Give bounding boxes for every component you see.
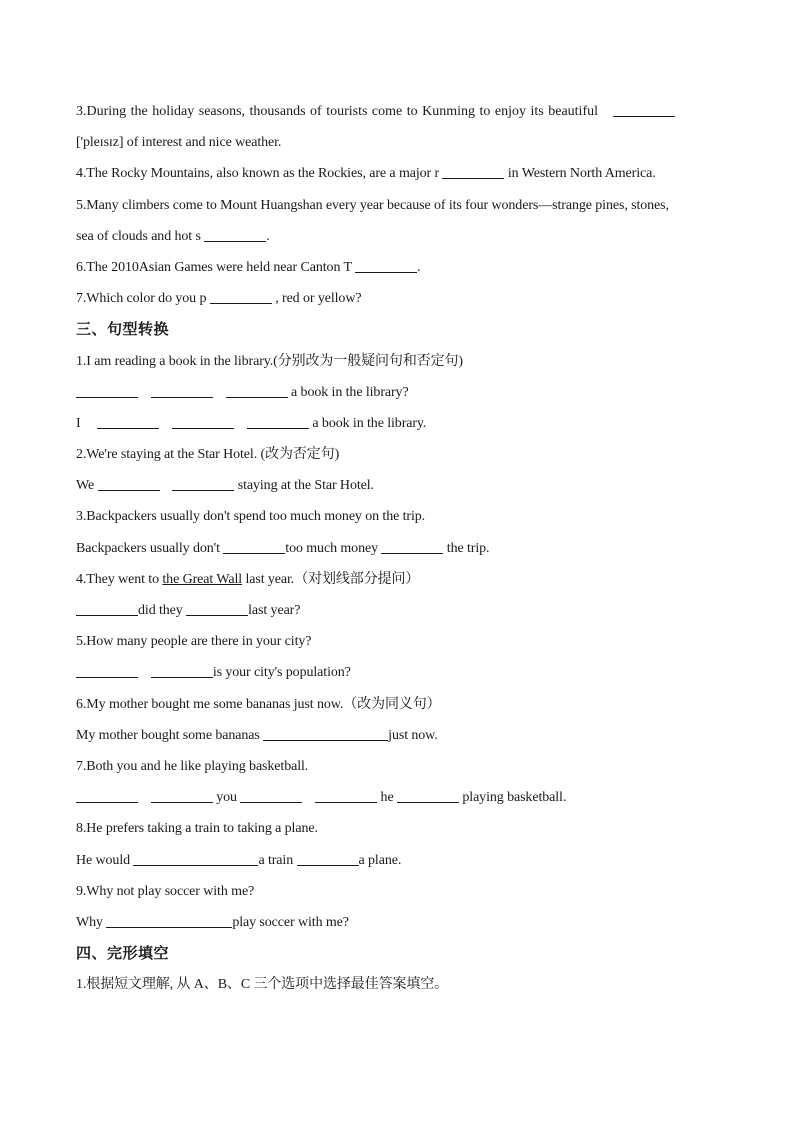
- sentence-6-answer: [76, 720, 716, 751]
- section-4-heading: 四、完形填空: [76, 944, 170, 963]
- answer-blank[interactable]: [397, 788, 459, 803]
- sentence-4-text-end: last year.（对划线部分提问）: [245, 571, 420, 587]
- sentence-3: [76, 501, 716, 532]
- answer-blank[interactable]: [247, 414, 309, 429]
- sentence-4-text: 4.They went to: [76, 571, 159, 587]
- sentence-3-answer-end: the trip.: [446, 540, 490, 556]
- underlined-phrase: the Great Wall: [162, 571, 243, 587]
- answer-blank[interactable]: [151, 663, 213, 678]
- worksheet-page: [76, 96, 716, 1000]
- answer-blank[interactable]: [240, 788, 302, 803]
- answer-blank[interactable]: [76, 663, 138, 678]
- sentence-5-text: 5.How many people are there in your city?: [76, 634, 312, 650]
- sentence-7-answer-end: playing basketball.: [462, 790, 567, 806]
- question-7: [76, 283, 716, 314]
- answer-blank[interactable]: [151, 383, 213, 398]
- sentence-2-answer-start: We: [76, 478, 95, 494]
- question-4-text-end: in Western North America.: [507, 166, 656, 182]
- answer-blank[interactable]: [315, 788, 377, 803]
- sentence-1-answer-b: [76, 408, 716, 439]
- question-4-text: 4.The Rocky Mountains, also known as the Rockies, are a major r: [76, 166, 440, 182]
- sentence-7-word-you: you: [216, 790, 237, 806]
- answer-blank[interactable]: [204, 227, 266, 242]
- sentence-8-answer-start: He would: [76, 852, 131, 868]
- answer-blank[interactable]: [98, 476, 160, 491]
- question-7-text: 7.Which color do you p: [76, 291, 207, 307]
- question-5-line-2: [76, 221, 716, 252]
- sentence-4-answer-mid: did they: [138, 603, 183, 618]
- sentence-5-answer: [76, 657, 716, 688]
- question-3-text-cont: ['pleɪsɪz] of interest and nice weather.: [76, 135, 282, 151]
- question-7-text-end: , red or yellow?: [275, 291, 362, 307]
- answer-blank[interactable]: [172, 414, 234, 429]
- sentence-1-answer-a: [76, 377, 716, 408]
- sentence-1-text: 1.I am reading a book in the library.(分别改为一般疑问句和否定句): [76, 353, 463, 369]
- sentence-9-text: 9.Why not play soccer with me?: [76, 883, 255, 899]
- sentence-8: [76, 813, 716, 844]
- answer-blank[interactable]: [263, 726, 388, 741]
- question-4: [76, 158, 716, 189]
- question-5-text-cont: sea of clouds and hot s: [76, 228, 201, 244]
- sentence-7: [76, 751, 716, 782]
- answer-blank[interactable]: [226, 383, 288, 398]
- answer-blank[interactable]: [151, 788, 213, 803]
- sentence-9-answer-start: Why: [76, 914, 103, 930]
- question-5-text: 5.Many climbers come to Mount Huangshan every year because of its four wonders—strange pines, stones,: [76, 197, 669, 213]
- answer-blank[interactable]: [76, 788, 138, 803]
- sentence-9: [76, 876, 716, 907]
- sentence-3-answer-start: Backpackers usually don't: [76, 540, 220, 556]
- sentence-3-answer-mid: too much money: [285, 540, 378, 556]
- answer-blank[interactable]: [297, 851, 359, 866]
- answer-blank[interactable]: [210, 289, 272, 304]
- sentence-7-answer: [76, 782, 716, 813]
- answer-blank[interactable]: [186, 601, 248, 616]
- sentence-8-text: 8.He prefers taking a train to taking a plane.: [76, 821, 318, 837]
- sentence-5: [76, 626, 716, 657]
- answer-blank[interactable]: [76, 601, 138, 616]
- cloze-instruction-text: 1.根据短文理解, 从 A、B、C 三个选项中选择最佳答案填空。: [76, 977, 449, 993]
- sentence-2-answer-text: staying at the Star Hotel.: [237, 478, 374, 494]
- sentence-4-answer: [76, 595, 716, 626]
- answer-blank[interactable]: [172, 476, 234, 491]
- sentence-8-answer: [76, 845, 716, 876]
- sentence-7-text: 7.Both you and he like playing basketball.: [76, 758, 309, 774]
- question-5-line-1: [76, 190, 716, 221]
- sentence-9-answer-end: play soccer with me?: [232, 914, 349, 930]
- sentence-2-answer: [76, 470, 716, 501]
- answer-blank[interactable]: [97, 414, 159, 429]
- sentence-6-text: 6.My mother bought me some bananas just now.（改为同义句）: [76, 696, 441, 712]
- answer-blank[interactable]: [76, 383, 138, 398]
- question-6: [76, 252, 716, 283]
- sentence-5-answer-end: is your city's population?: [212, 665, 351, 681]
- question-3-line-1: [76, 96, 716, 127]
- question-3-line-2: [76, 127, 716, 158]
- sentence-2: [76, 439, 716, 470]
- answer-blank[interactable]: [355, 258, 417, 273]
- answer-blank[interactable]: [613, 102, 675, 117]
- sentence-8-answer-end: a plane.: [358, 852, 402, 868]
- answer-blank[interactable]: [106, 913, 232, 928]
- sentence-7-word-he: he: [380, 790, 394, 806]
- period: .: [266, 228, 270, 244]
- section-3-heading: 三、句型转换: [76, 320, 170, 339]
- sentence-9-answer: [76, 907, 716, 938]
- answer-blank[interactable]: [223, 539, 285, 554]
- sentence-6-answer-end: just now.: [388, 727, 438, 743]
- sentence-3-answer: [76, 533, 716, 564]
- period: .: [417, 259, 421, 275]
- sentence-3-text: 3.Backpackers usually don't spend too much money on the trip.: [76, 509, 426, 525]
- sentence-8-answer-mid: a train: [258, 852, 294, 868]
- sentence-1-answer-b-text: a book in the library.: [312, 415, 427, 431]
- cloze-instruction: [76, 969, 716, 1000]
- question-6-text: 6.The 2010Asian Games were held near Canton T: [76, 259, 352, 275]
- answer-blank[interactable]: [381, 539, 443, 554]
- sentence-4-answer-end: last year?: [248, 603, 301, 618]
- sentence-6: [76, 689, 716, 720]
- sentence-1-answer-a-text: a book in the library?: [291, 384, 409, 400]
- answer-blank[interactable]: [442, 164, 504, 179]
- sentence-4: [76, 564, 716, 595]
- question-3-text: 3.During the holiday seasons, thousands of tourists come to Kunming to enjoy its beautiful: [76, 104, 598, 119]
- sentence-6-answer-start: My mother bought some bananas: [76, 727, 260, 743]
- sentence-2-text: 2.We're staying at the Star Hotel. (改为否定句): [76, 447, 340, 463]
- sentence-1-answer-b-start: I: [76, 415, 81, 431]
- sentence-1: [76, 346, 716, 377]
- answer-blank[interactable]: [133, 851, 258, 866]
